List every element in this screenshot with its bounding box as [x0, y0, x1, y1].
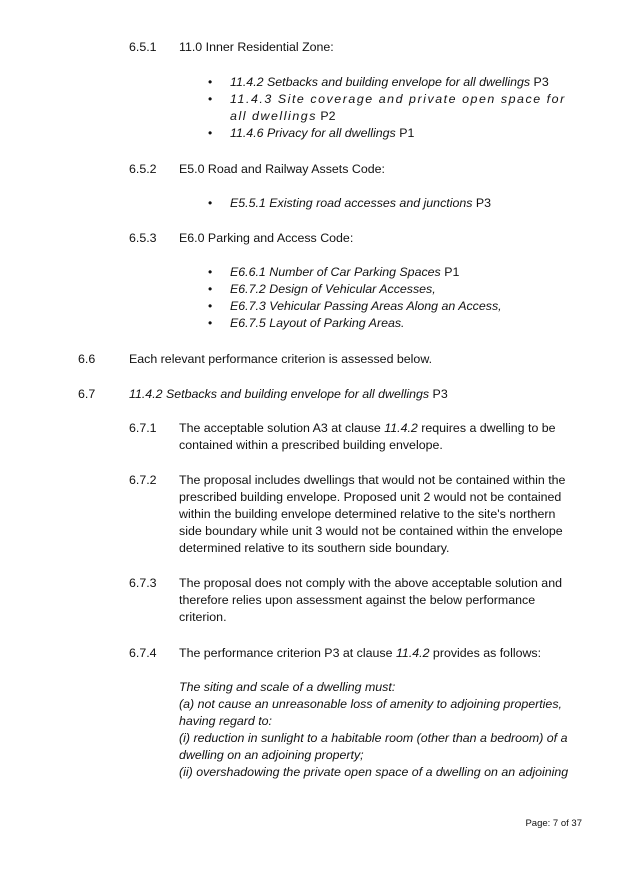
clause-number-6-5-1: 6.5.1: [129, 40, 157, 54]
clause-number-6-7: 6.7: [78, 387, 96, 401]
clause-number-6-7-2: 6.7.2: [129, 473, 157, 487]
list-item: • 11.4.6 Privacy for all dwellings P1: [208, 125, 583, 142]
list-item: • E6.7.3 Vehicular Passing Areas Along an Access,: [208, 298, 583, 315]
list-item: • E6.7.5 Layout of Parking Areas.: [208, 315, 583, 332]
quote-line: (a) not cause an unreasonable loss of amenity to adjoining properties, having regard to:: [179, 697, 562, 728]
list-item: • 11.4.3 Site coverage and private open space for all dwellings P2: [208, 91, 583, 125]
page-number-footer: Page: 7 of 37: [525, 818, 582, 829]
list-item: • 11.4.2 Setbacks and building envelope for all dwellings P3: [208, 74, 583, 91]
list-item: • E6.6.1 Number of Car Parking Spaces P1: [208, 264, 583, 281]
clause-number-6-5-2: 6.5.2: [129, 162, 157, 176]
bullet-list-6-5-1: [208, 74, 583, 142]
clause-heading-6-7: 11.4.2 Setbacks and building envelope for all dwellings P3: [129, 387, 448, 401]
clause-text-6-7-3: The proposal does not comply with the above acceptable solution and therefore relies upon assessment against the below performance criterion.: [179, 576, 562, 624]
list-item: • E5.5.1 Existing road accesses and junctions P3: [208, 195, 583, 212]
list-item: • E6.7.2 Design of Vehicular Accesses,: [208, 281, 583, 298]
bullet-list-6-5-2: [208, 195, 583, 212]
clause-heading-6-5-3: E6.0 Parking and Access Code:: [179, 231, 354, 245]
quote-line: The siting and scale of a dwelling must:: [179, 680, 396, 694]
clause-text-6-7-1: The acceptable solution A3 at clause 11.4.2 requires a dwelling to be contained within a prescribed building envelope.: [179, 421, 556, 452]
clause-number-6-7-3: 6.7.3: [129, 576, 157, 590]
bullet-list-6-5-3: [208, 264, 583, 332]
clause-text-6-7-2: The proposal includes dwellings that would not be contained within the prescribed building envelope. Proposed unit 2 would not be contained within the building envelope determined relative to the site's northern side boundary while unit 3 would not be contained within the envelope determined relative to its southern side boundary.: [179, 473, 566, 555]
clause-text-6-6: Each relevant performance criterion is assessed below.: [129, 352, 433, 366]
quote-line: (i) reduction in sunlight to a habitable room (other than a bedroom) of a dwelling on an adjoining property;: [179, 731, 568, 762]
clause-number-6-5-3: 6.5.3: [129, 231, 157, 245]
quoted-criterion: [179, 679, 577, 781]
clause-number-6-7-4: 6.7.4: [129, 646, 157, 660]
quote-line: (ii) overshadowing the private open space of a dwelling on an adjoining: [179, 765, 569, 779]
clause-heading-6-5-1: 11.0 Inner Residential Zone:: [179, 40, 334, 54]
clause-heading-6-5-2: E5.0 Road and Railway Assets Code:: [179, 162, 385, 176]
clause-number-6-6: 6.6: [78, 352, 96, 366]
clause-text-6-7-4: The performance criterion P3 at clause 11.4.2 provides as follows:: [179, 646, 542, 660]
clause-number-6-7-1: 6.7.1: [129, 421, 157, 435]
